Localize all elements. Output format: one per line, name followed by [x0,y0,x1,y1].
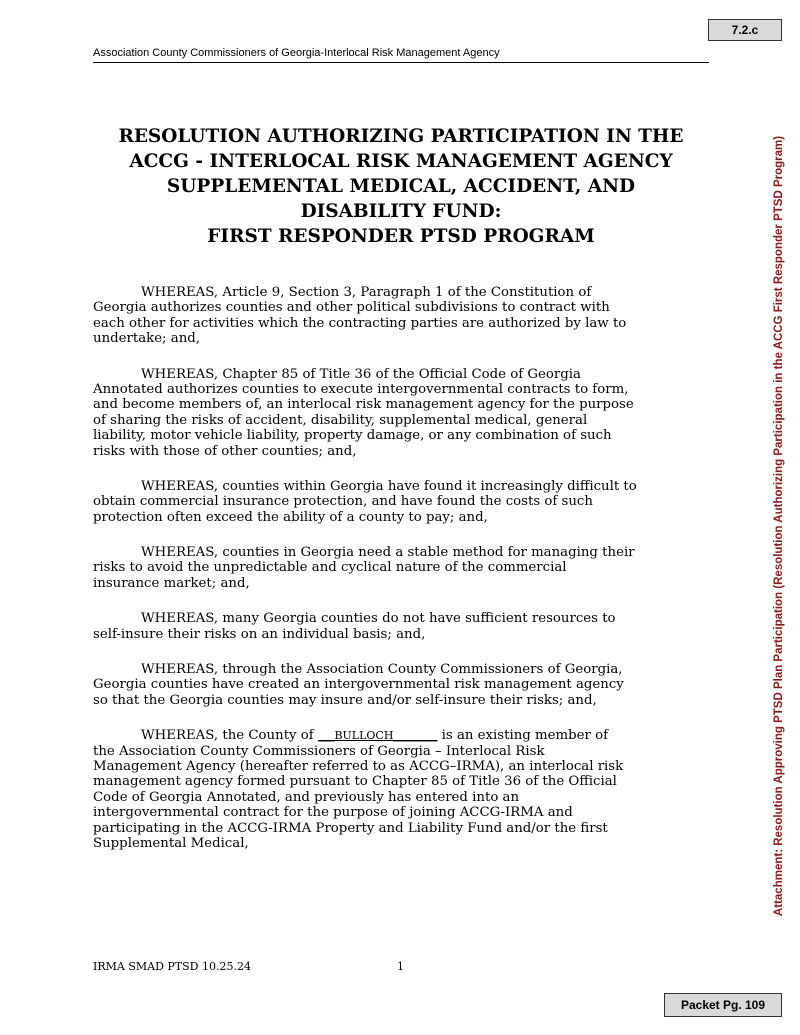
paragraph-line: intergovernmental contract for the purpose of joining ACCG-IRMA and [93,805,573,821]
paragraph-line: Management Agency (hereafter referred to as ACCG–IRMA), an interlocal risk [93,758,624,774]
title-line: RESOLUTION AUTHORIZING PARTICIPATION IN THE [118,126,684,147]
paragraph-line: each other for activities which the contracting parties are authorized by law to [93,315,627,331]
paragraph-line: WHEREAS, Chapter 85 of Title 36 of the Official Code of Georgia [141,366,581,382]
whereas-paragraph-4 [93,545,709,591]
county-name-blank: ___BULLOCH________ [317,729,438,743]
whereas-paragraph-6 [93,662,709,708]
title-line: ACCG - INTERLOCAL RISK MANAGEMENT AGENCY [129,151,673,172]
paragraph-line: management agency formed pursuant to Chapter 85 of Title 36 of the Official [93,774,617,790]
county-suffix: is an existing member of [437,728,609,744]
header-rule [93,62,709,63]
paragraph-line: and become members of, an interlocal risk management agency for the purpose [93,397,634,413]
paragraph-line: Supplemental Medical, [93,835,249,851]
paragraph-line: so that the Georgia counties may insure and/or self-insure their risks; and, [93,692,597,708]
paragraph-line: the Association County Commissioners of Georgia – Interlocal Risk [93,743,545,759]
paragraph-line: insurance market; and, [93,575,250,591]
packet-page-badge: Packet Pg. 109 [664,993,782,1017]
paragraph-line: protection often exceed the ability of a county to pay; and, [93,509,488,525]
paragraph-line: Georgia counties have created an intergovernmental risk management agency [93,677,624,693]
paragraph-line: WHEREAS, many Georgia counties do not have sufficient resources to [141,611,616,627]
footer-page-number: 1 [397,960,404,973]
paragraph-line: liability, motor vehicle liability, property damage, or any combination of such [93,428,612,444]
paragraph-line: Georgia authorizes counties and other political subdivisions to contract with [93,300,610,316]
paragraph-line: Annotated authorizes counties to execute intergovernmental contracts to form, [93,381,629,397]
county-prefix: WHEREAS, the County of [141,728,318,744]
paragraph-line: WHEREAS, counties in Georgia need a stable method for managing their [141,545,635,561]
title-line: FIRST RESPONDER PTSD PROGRAM [207,226,595,247]
whereas-paragraph-7 [93,728,709,851]
paragraph-line: Code of Georgia Annotated, and previously has entered into an [93,789,520,805]
item-badge: 7.2.c [708,19,782,41]
paragraph-line: obtain commercial insurance protection, and have found the costs of such [93,494,593,510]
paragraph-line: undertake; and, [93,331,200,347]
whereas-paragraph-3 [93,479,709,525]
paragraph-line: risks to avoid the unpredictable and cyclical nature of the commercial [93,560,567,576]
running-header: Association County Commissioners of Georgia-Interlocal Risk Management Agency [93,47,500,59]
attachment-side-note: Attachment: Resolution Approving PTSD Plan Participation (Resolution Authorizing Participation in the ACCG First Responder PTSD Program) [773,135,785,917]
footer-doc-id: IRMA SMAD PTSD 10.25.24 [93,960,251,973]
paragraph-line: self-insure their risks on an individual basis; and, [93,626,426,642]
resolution-body [93,285,709,871]
resolution-title [93,124,709,249]
title-line: DISABILITY FUND: [300,201,502,222]
paragraph-line: participating in the ACCG-IRMA Property and Liability Fund and/or the first [93,820,608,836]
paragraph-line: WHEREAS, through the Association County Commissioners of Georgia, [141,662,623,678]
paragraph-line: of sharing the risks of accident, disability, supplemental medical, general [93,412,588,428]
whereas-paragraph-2 [93,367,709,459]
title-line: SUPPLEMENTAL MEDICAL, ACCIDENT, AND [166,176,636,197]
paragraph-line: WHEREAS, Article 9, Section 3, Paragraph 1 of the Constitution of [141,285,592,300]
paragraph-line: risks with those of other counties; and, [93,443,357,459]
paragraph-line: WHEREAS, counties within Georgia have found it increasingly difficult to [141,478,637,494]
paragraph-line [93,728,709,743]
whereas-paragraph-5 [93,611,709,642]
whereas-paragraph-1 [93,285,709,347]
